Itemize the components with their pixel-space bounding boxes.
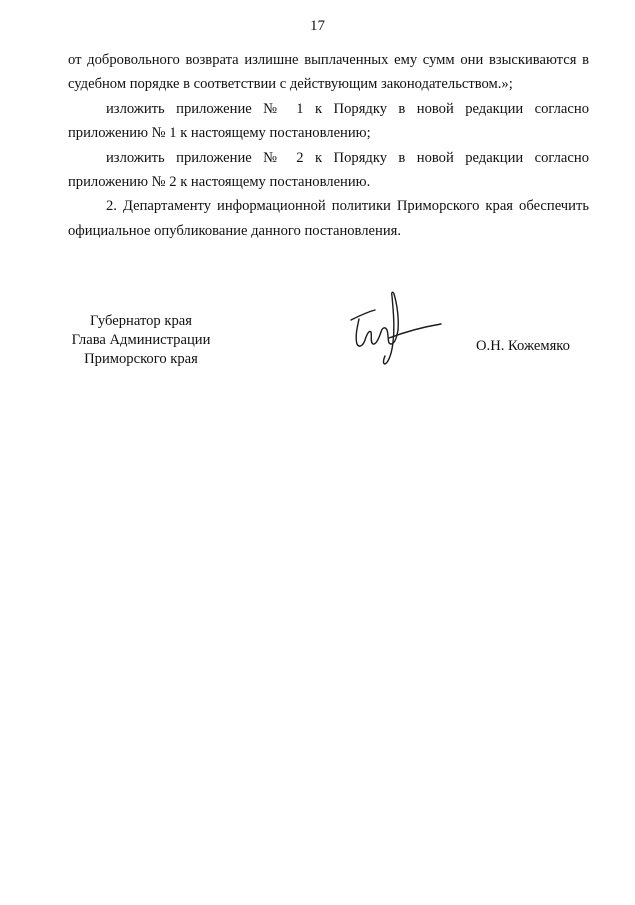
signature-block xyxy=(68,312,598,382)
paragraph-appendix-1: изложить приложение № 1 к Порядку в новой редакции согласно приложению № 1 к настоящему постановлению; xyxy=(68,100,589,142)
body-text xyxy=(68,48,589,243)
paragraph-continuation: от добровольного возврата излишне выплаченных ему сумм они взыскиваются в судебном порядке в соответствии с действующим законодательством.»; xyxy=(68,52,589,93)
signatory-title-line-1: Губернатор края xyxy=(90,313,192,329)
page-number: 17 xyxy=(310,18,325,34)
paragraph-appendix-2: изложить приложение № 2 к Порядку в новой редакции согласно приложению № 2 к настоящему постановлению. xyxy=(68,149,589,191)
signatory-name: О.Н. Кожемяко xyxy=(476,338,570,354)
signatory-title-line-3: Приморского края xyxy=(84,351,198,367)
signatory-title-line-2: Глава Администрации xyxy=(71,332,211,348)
handwritten-signature xyxy=(345,282,445,367)
paragraph-item-2: 2. Департаменту информационной политики Приморского края обеспечить официальное опубликование данного постановления. xyxy=(68,198,589,239)
signatory-title xyxy=(68,312,214,369)
